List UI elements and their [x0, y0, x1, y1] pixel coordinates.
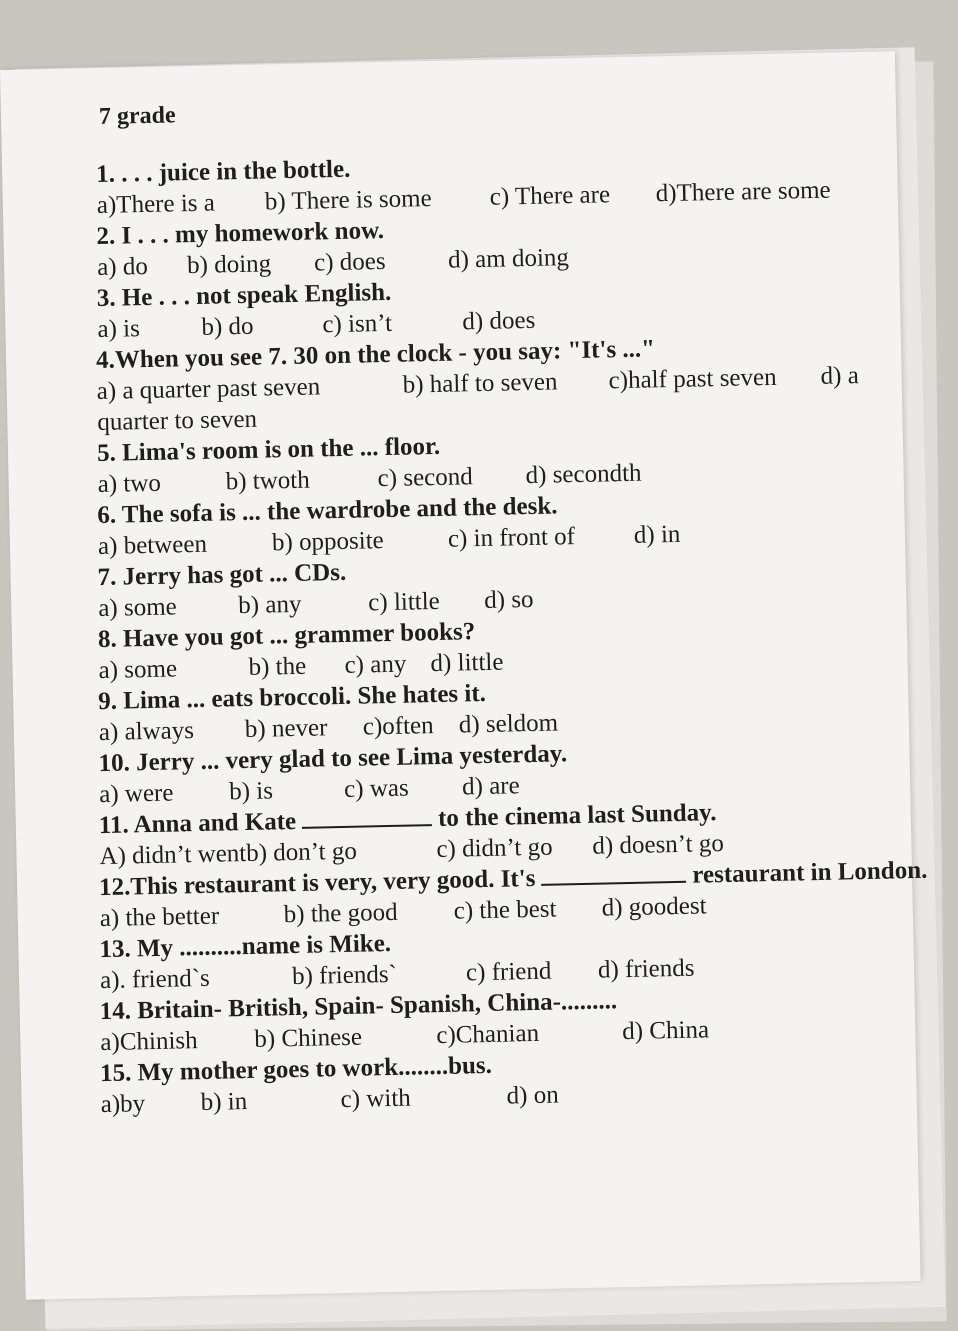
question-text: 10. Jerry ... very glad to see Lima yesterday.	[98, 740, 568, 778]
option-a: a) two	[97, 469, 162, 499]
question-text: 2. I . . . my homework now.	[96, 216, 385, 251]
option-c: c) with	[340, 1084, 412, 1114]
option-d: d) am doing	[447, 244, 570, 274]
question-text-start: 11. Anna and Kate	[98, 807, 297, 840]
option-a: a)by	[100, 1090, 146, 1119]
option-c: c) little	[367, 587, 441, 617]
option-c: c) any	[344, 650, 407, 679]
option-a: a) always	[98, 717, 195, 747]
question-text: 3. He . . . not speak English.	[96, 278, 392, 313]
option-a: a)Chinish	[100, 1027, 198, 1057]
option-a: a) is	[97, 315, 141, 344]
option-c: c) There are	[489, 181, 611, 211]
question-4	[96, 329, 888, 439]
option-a: a) the better	[99, 902, 220, 933]
option-a: a) a quarter past seven	[96, 373, 321, 406]
question-text: 8. Have you got ... grammer books?	[97, 618, 476, 654]
option-b: b) the good	[283, 898, 398, 929]
option-c: c) does	[313, 247, 386, 277]
question-text: 13. My ..........name is Mike.	[99, 930, 392, 964]
option-d: d) little	[430, 648, 504, 678]
question-text-end: restaurant in London.	[692, 856, 928, 889]
option-d: d) seldom	[458, 709, 559, 739]
question-text: 7. Jerry has got ... CDs.	[97, 558, 347, 592]
option-b: b) doing	[186, 250, 272, 280]
worksheet-content	[81, 88, 928, 1121]
option-b: b) friends`	[291, 960, 398, 991]
option-d: d) secondth	[525, 459, 642, 490]
option-d: d) so	[483, 585, 534, 614]
option-d: d) in	[633, 520, 681, 549]
answer-blank	[302, 804, 432, 829]
option-a: a)There is a	[96, 189, 216, 219]
answer-blank	[541, 861, 686, 886]
option-c: c)often	[362, 712, 434, 741]
option-b: b) in	[200, 1088, 248, 1117]
option-b: b) is	[228, 777, 274, 806]
option-d: d) friends	[597, 954, 695, 984]
option-c: c) second	[377, 463, 473, 493]
option-d: d) are	[461, 772, 520, 801]
option-b: b) opposite	[271, 527, 385, 557]
option-d: d) a quarter to seven	[97, 362, 860, 437]
option-d: d) does	[462, 306, 536, 336]
option-b: b) do	[201, 312, 254, 341]
option-c: c) friend	[465, 957, 552, 987]
option-c: c) didn’t go	[436, 833, 553, 864]
option-a: a) do	[96, 252, 149, 282]
page-title: 7 grade	[98, 102, 176, 130]
option-a: a). friend`s	[99, 964, 211, 995]
option-c: c) the best	[453, 895, 557, 925]
option-b: b) Chinese	[254, 1023, 363, 1053]
question-text: 6. The sofa is ... the wardrobe and the desk.	[97, 492, 558, 530]
option-d: d)There are some	[655, 176, 831, 208]
option-d: d) China	[621, 1016, 710, 1046]
option-b: b) half to seven	[402, 368, 558, 399]
option-c: c) was	[343, 774, 409, 803]
question-text: 4.When you see 7. 30 on the clock - you say: "It's ..."	[95, 335, 656, 375]
option-d: d) on	[506, 1081, 559, 1110]
option-c: c)half past seven	[608, 363, 777, 395]
option-a: a) some	[98, 655, 178, 685]
question-text: 14. Britain- British, Spain- Spanish, China-.........	[99, 987, 618, 1026]
option-b: b) twoth	[225, 466, 310, 496]
question-text: 9. Lima ... eats broccoli. She hates it.	[97, 679, 487, 716]
option-a: a) some	[98, 593, 178, 623]
option-d: d) doesn’t go	[592, 830, 725, 860]
option-b: b) There is some	[264, 184, 432, 216]
question-text: 15. My mother goes to work........bus.	[99, 1051, 493, 1088]
option-a: a) between	[97, 530, 208, 561]
question-text-end: to the cinema last Sunday.	[437, 799, 717, 832]
option-b: b) the	[248, 652, 307, 681]
option-c: c)Chanian	[436, 1019, 540, 1050]
question-text-start: 12.This restaurant is very, very good. It's	[98, 864, 536, 902]
option-a-b: A) didn’t wentb) don’t go	[99, 837, 358, 871]
option-c: c) in front of	[447, 523, 576, 553]
question-text: 1. . . . juice in the bottle.	[95, 155, 351, 189]
worksheet-page	[0, 51, 928, 1299]
option-c: c) isn’t	[322, 309, 393, 339]
option-a: a) were	[98, 779, 174, 809]
option-b: b) never	[244, 714, 328, 744]
option-d: d) goodest	[601, 892, 707, 922]
question-text: 5. Lima's room is on the ... floor.	[96, 432, 441, 468]
option-b: b) any	[237, 590, 302, 620]
